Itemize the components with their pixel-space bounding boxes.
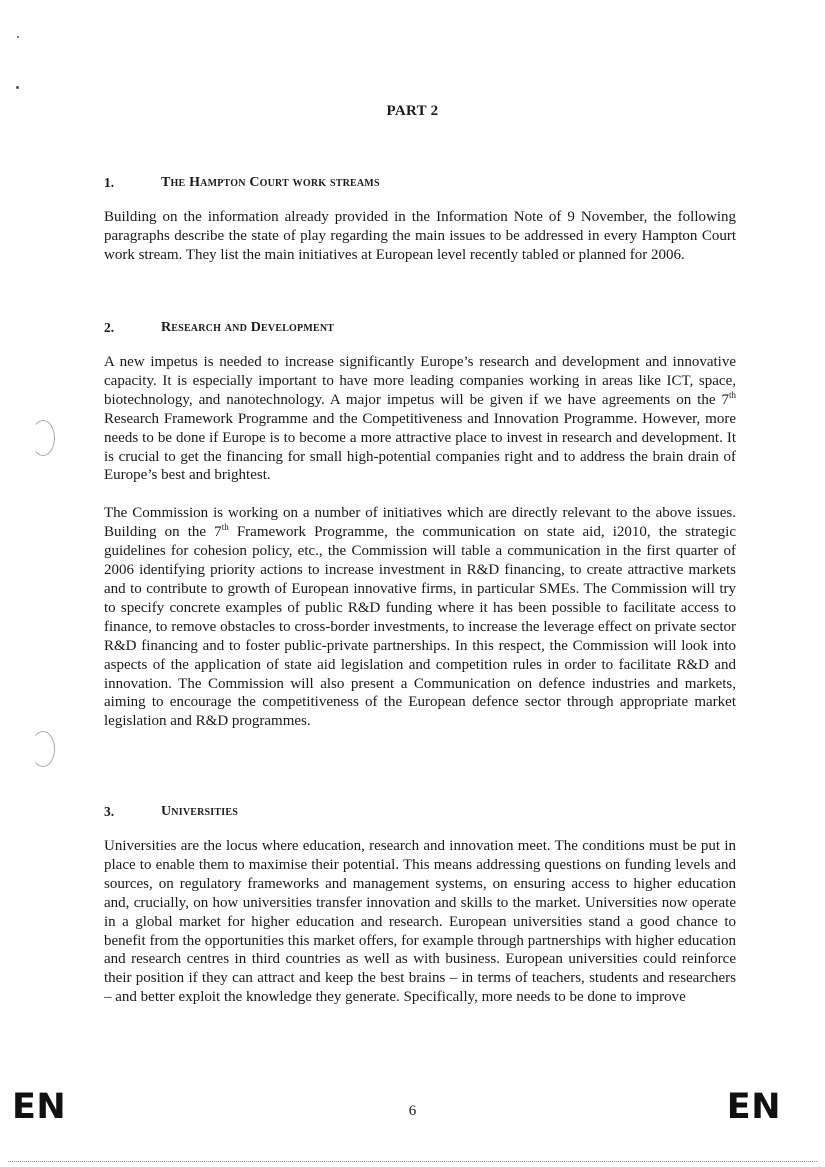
section-title: The Hampton Court work streams [161,175,380,190]
section-universities [104,802,736,1007]
section-research-development [104,318,736,731]
section-hampton-court [104,173,736,265]
section-heading [104,802,736,822]
language-code-left: EN [12,1087,67,1127]
section-title: Research and Development [161,320,335,335]
paragraph: Universities are the locus where education, research and innovation meet. The conditions must be put in place to enable them to maximise their potential. This means addressing questions on funding levels and sources, on regulatory frameworks and management systems, on ensuring access to higher education and, crucially, on how universities transfer innovation and skills to the market. Universities now operate in a global market for higher education and research. European universities stand a good chance to benefit from the opportunities this market offers, for example through partnerships with higher education and research centres in third countries as well as with business. European universities could reinforce their position if they can attract and keep the best brains – in terms of teachers, students and researchers – and better exploit the knowledge they generate. Specifically, more needs to be done to improve [104,838,736,1006]
language-code-right: EN [726,1087,781,1127]
paragraph: A new impetus is needed to increase significantly Europe’s research and development and innovative capacity. It is especially important to have more leading companies working in areas like ICT, space, biotechnology, and nanotechnology. A major impetus will be given if we have agreements on the 7th Research Framework Programme and the Competitiveness and Innovation Programme. However, more needs to be done if Europe is to become a more attractive place to invest in research and development. It is crucial to get the financing for small high-potential companies right and to address the brain drain of Europe’s best and brightest. [104,354,736,484]
scan-edge-line [8,1161,817,1162]
section-number: 2. [104,320,115,335]
section-heading [104,173,736,193]
punch-hole-mark [31,420,55,456]
page-number: 6 [408,1103,417,1119]
page-title: PART 2 [386,103,439,119]
punch-hole-mark [31,731,55,767]
paragraph: The Commission is working on a number of initiatives which are directly relevant to the above issues. Building on the 7th Framework Programme, the communication on state aid, i2010, the strategic guidelines for cohesion policy, etc., the Commission will table a communication in the first quarter of 2006 identifying priority actions to increase investment in R&D financing, to create attractive markets and to contribute to growth of European innovative firms, in particular SMEs. The Commission will try to specify concrete examples of public R&D funding where it has been possible to facilitate access to finance, to remove obstacles to cross-border investments, to increase the leverage effect on private sector R&D financing and to foster public-private partnerships. In this respect, the Commission will look into aspects of the application of state aid legislation and competition rules in order to facilitate R&D and innovation. The Commission will also present a Communication on defence industries and markets, aiming to encourage the competitiveness of the European defence sector through appropriate market legislation and R&D programmes. [104,505,736,730]
scan-speck [17,36,19,38]
section-heading [104,318,736,338]
section-title: Universities [161,804,238,819]
scan-speck [16,86,19,89]
section-number: 1. [104,175,115,190]
paragraph: Building on the information already provided in the Information Note of 9 November, the following paragraphs describe the state of play regarding the main issues to be addressed in every Hampton Court work stream. They list the main initiatives at European level recently tabled or planned for 2006. [104,209,736,263]
section-number: 3. [104,804,115,819]
